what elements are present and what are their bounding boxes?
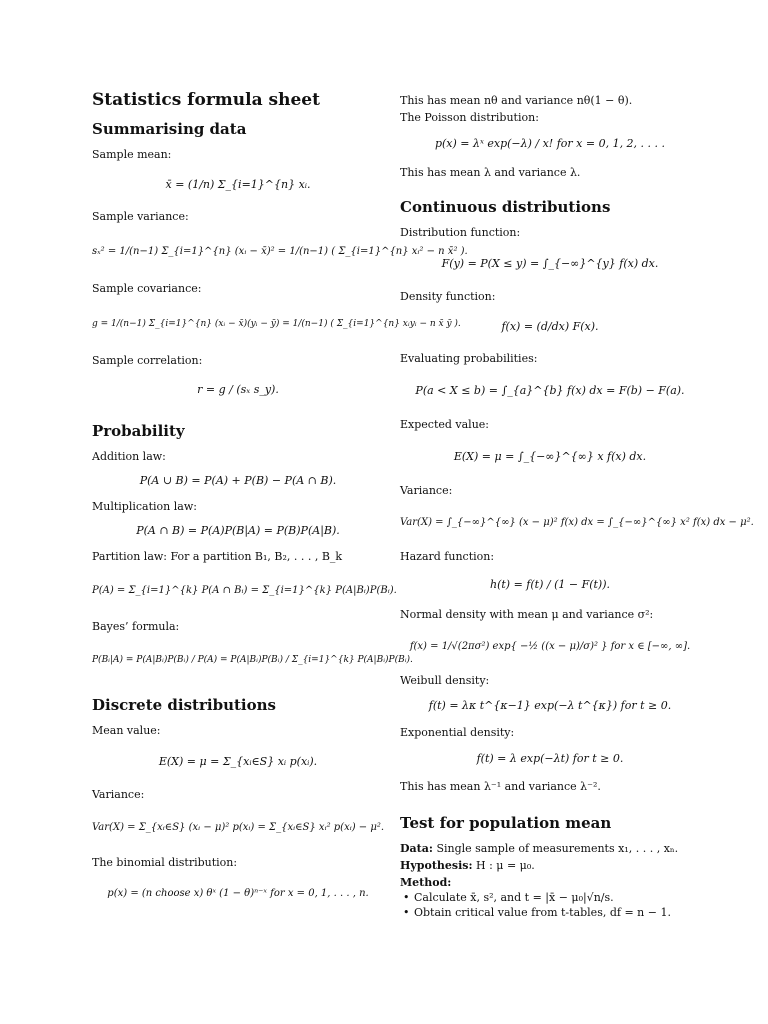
exponential-density-label: Exponential density: (400, 726, 515, 739)
sample-covariance-formula: g = 1/(n−1) Σ_{i=1}^{n} (xᵢ − x̄)(yᵢ − ȳ) = 1/(n−1) ( Σ_{i=1}^{n} xᵢyᵢ − n x̄ ȳ ). (92, 319, 461, 329)
exponential-mean-note: This has mean λ⁻¹ and variance λ⁻². (400, 780, 601, 793)
binomial-formula: p(x) = (n choose x) θˣ (1 − θ)ⁿ⁻ˣ for x = 0, 1, . . . , n. (107, 888, 369, 899)
test-hypothesis-label: Hypothesis: (400, 859, 473, 872)
sample-mean-label: Sample mean: (92, 148, 172, 161)
exponential-density-formula: f(t) = λ exp(−λt) for t ≥ 0. (476, 752, 624, 765)
section-heading-probability: Probability (92, 422, 185, 440)
mean-value-formula: E(X) = μ = Σ_{xᵢ∈S} xᵢ p(xᵢ). (158, 755, 318, 768)
discrete-variance-formula: Var(X) = Σ_{xᵢ∈S} (xᵢ − μ)² p(xᵢ) = Σ_{xᵢ∈S} xᵢ² p(xᵢ) − μ². (92, 822, 385, 833)
density-function-formula: f(x) = (d/dx) F(x). (501, 320, 599, 333)
test-data-label: Data: (400, 842, 433, 855)
expected-value-label: Expected value: (400, 418, 490, 431)
evaluating-probabilities-formula: P(a < X ≤ b) = ∫_{a}^{b} f(x) dx = F(b) − F(a). (415, 384, 685, 397)
discrete-variance-label: Variance: (92, 788, 145, 801)
test-hypothesis-line (400, 859, 700, 873)
binomial-label: The binomial distribution: (92, 856, 238, 869)
section-heading-continuous: Continuous distributions (400, 198, 611, 216)
test-hypothesis-text: H : μ = μ₀. (476, 859, 535, 872)
section-heading-discrete: Discrete distributions (92, 696, 276, 714)
test-method-line (400, 876, 700, 890)
mean-value-label: Mean value: (92, 724, 161, 737)
hazard-function-label: Hazard function: (400, 550, 495, 563)
multiplication-law-formula: P(A ∩ B) = P(A)P(B|A) = P(B)P(A|B). (136, 524, 340, 537)
normal-density-label: Normal density with mean μ and variance σ²: (400, 608, 654, 621)
sample-correlation-label: Sample correlation: (92, 354, 203, 367)
test-data-text: Single sample of measurements x₁, . . . , xₙ. (436, 842, 679, 855)
sample-variance-formula: sₓ² = 1/(n−1) Σ_{i=1}^{n} (xᵢ − x̄)² = 1/(n−1) ( Σ_{i=1}^{n} xᵢ² − n x̄² ). (92, 246, 468, 257)
distribution-function-label: Distribution function: (400, 226, 521, 239)
binomial-mean-note: This has mean nθ and variance nθ(1 − θ). (400, 94, 633, 107)
evaluating-probabilities-label: Evaluating probabilities: (400, 352, 538, 365)
test-method-label: Method: (400, 876, 452, 889)
right-column (400, 94, 754, 920)
weibull-density-formula: f(t) = λκ t^{κ−1} exp(−λ t^{κ}) for t ≥ 0. (428, 699, 672, 712)
density-function-label: Density function: (400, 290, 496, 303)
method-step: • Obtain critical value from t-tables, df = n − 1. (414, 905, 700, 920)
poisson-formula: p(x) = λˣ exp(−λ) / x! for x = 0, 1, 2, . . . . (434, 137, 666, 150)
normal-density-formula: f(x) = 1/√(2πσ²) exp{ −½ ((x − μ)/σ)² } for x ∈ [−∞, ∞]. (409, 641, 691, 652)
sample-mean-formula: x̄ = (1/n) Σ_{i=1}^{n} xᵢ. (165, 178, 311, 191)
page-title: Statistics formula sheet (92, 90, 320, 110)
partition-law-label: Partition law: For a partition B₁, B₂, . . . , B_k (92, 550, 343, 563)
poisson-mean-note: This has mean λ and variance λ. (400, 166, 581, 179)
continuous-variance-formula: Var(X) = ∫_{−∞}^{∞} (x − μ)² f(x) dx = ∫_{−∞}^{∞} x² f(x) dx − μ². (400, 517, 754, 528)
partition-law-formula: P(A) = Σ_{i=1}^{k} P(A ∩ Bᵢ) = Σ_{i=1}^{k} P(A|Bᵢ)P(Bᵢ). (92, 585, 397, 596)
bayes-formula: P(Bᵢ|A) = P(A|Bᵢ)P(Bᵢ) / P(A) = P(A|Bᵢ)P(Bᵢ) / Σ_{i=1}^{k} P(A|Bᵢ)P(Bᵢ). (92, 655, 413, 665)
section-heading-test: Test for population mean (400, 814, 612, 832)
poisson-label: The Poisson distribution: (400, 111, 539, 124)
sample-correlation-formula: r = g / (sₓ s_y). (197, 383, 279, 396)
sample-covariance-label: Sample covariance: (92, 282, 202, 295)
multiplication-law-label: Multiplication law: (92, 500, 197, 513)
test-data-line (400, 842, 700, 856)
continuous-variance-label: Variance: (400, 484, 453, 497)
sample-variance-label: Sample variance: (92, 210, 189, 223)
bayes-formula-label: Bayes’ formula: (92, 620, 180, 633)
distribution-function-formula: F(y) = P(X ≤ y) = ∫_{−∞}^{y} f(x) dx. (441, 257, 659, 270)
section-heading-summarising: Summarising data (92, 120, 247, 138)
addition-law-formula: P(A ∪ B) = P(A) + P(B) − P(A ∩ B). (139, 474, 337, 487)
method-steps-list (400, 890, 700, 920)
weibull-density-label: Weibull density: (400, 674, 490, 687)
expected-value-formula: E(X) = μ = ∫_{−∞}^{∞} x f(x) dx. (453, 450, 647, 463)
method-step: • Calculate x̄, s², and t = |x̄ − μ₀|√n/s. (414, 890, 700, 905)
hazard-function-formula: h(t) = f(t) / (1 − F(t)). (490, 578, 610, 591)
addition-law-label: Addition law: (92, 450, 166, 463)
